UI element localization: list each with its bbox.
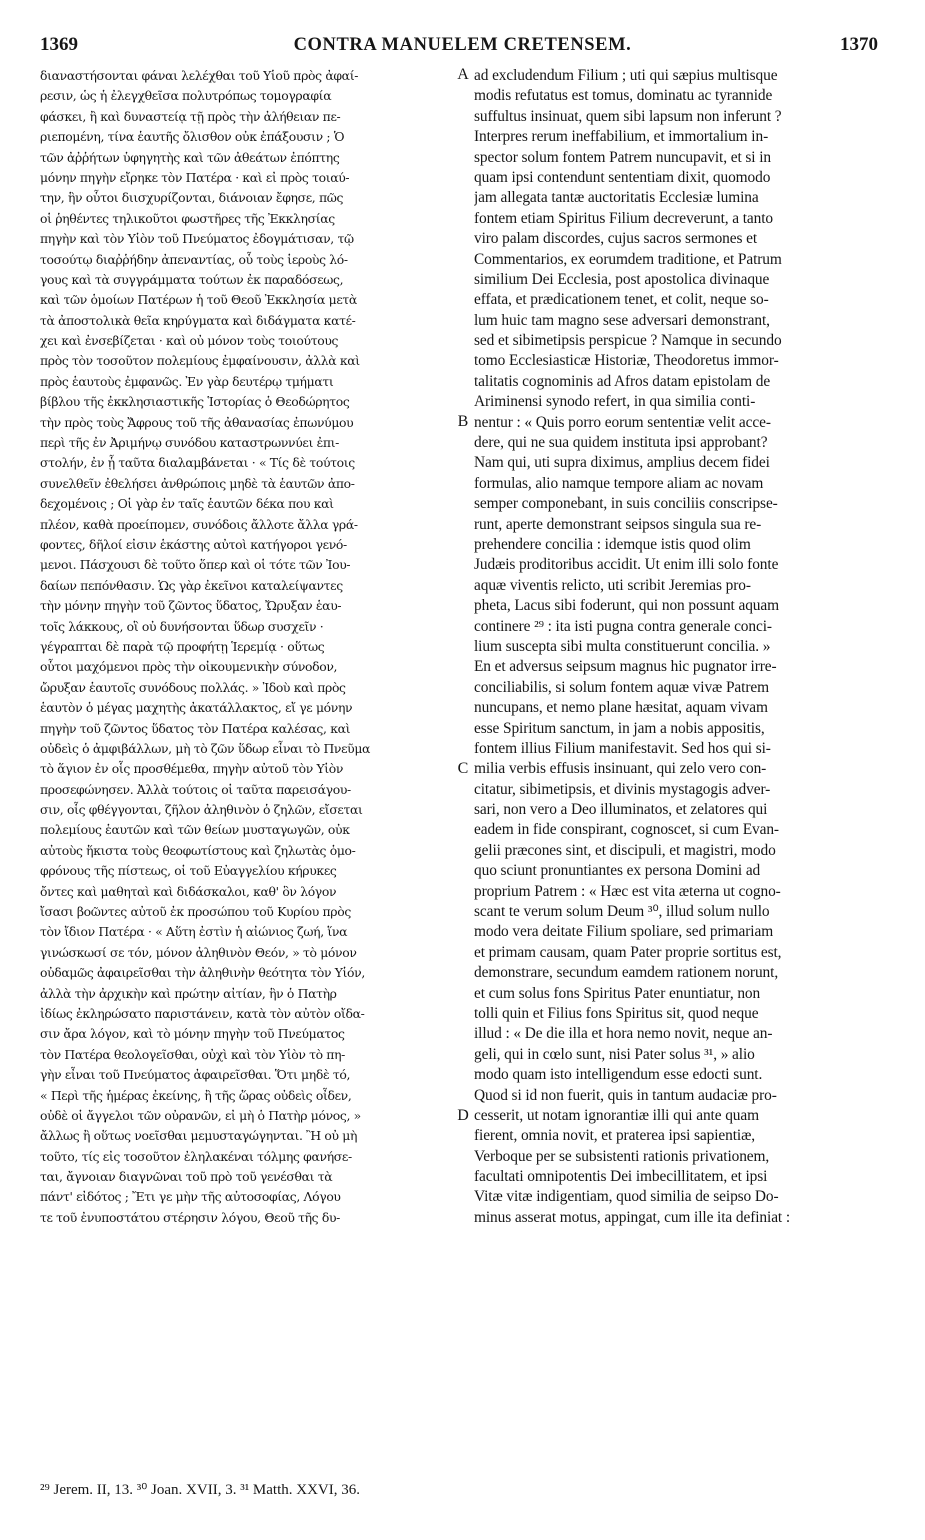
- greek-text-line: σιν ἄρα λόγον, καὶ τὸ μόνην πηγὴν τοῦ Πνεύματος: [40, 1026, 345, 1042]
- running-title: CONTRA MANUELEM CRETENSEM.: [293, 35, 632, 55]
- greek-text-line: ἀλλὰ τὴν ἀρχικὴν καὶ πρώτην αἰτίαν, ἣν ὁ Πατὴρ: [40, 985, 337, 1001]
- latin-text-line: talitatis cognominis ad Afros datam epistolam de: [474, 372, 771, 390]
- latin-text-line: Vitæ vitæ indigentiam, quod similia de seipso Do-: [474, 1188, 779, 1206]
- latin-text-line: lium suscepta sibi multa constituerunt concilia. »: [474, 637, 771, 655]
- latin-text-line: minus asserat motus, appingat, cum ille ita definiat :: [474, 1208, 791, 1226]
- greek-text-line: σιν, οἷς φθέγγονται, ζῆλον ἀληθινὸν ὁ ζηλῶν, εἴσεται: [40, 802, 363, 818]
- greek-text-line: καὶ τῶν ὁμοίων Πατέρων ἡ τοῦ Θεοῦ Ἐκκλησία μετὰ: [40, 292, 357, 308]
- greek-text-line: την, ἣν οὗτοι διισχυρίζονται, διάνοιαν ἔφησε, πῶς: [40, 190, 344, 206]
- latin-text-line: quo sciunt pronuntiantes ex persona Domini ad: [474, 862, 761, 880]
- greek-text-line: ται, ἄγνοιαν διαγνῶναι τοῦ πρὸ τοῦ γενέσθαι τὰ: [40, 1169, 333, 1185]
- greek-text-line: βίβλου τῆς ἐκκλησιαστικῆς Ἱστορίας ὁ Θεοδώρητος: [40, 394, 350, 410]
- greek-text-line: τὸν ἴδιον Πατέρα · « Αὕτη ἐστὶν ἡ αἰώνιος ζωή, ἵνα: [40, 924, 348, 940]
- greek-text-line: οὐδαμῶς ἀφαιρεῖσθαι τὴν ἀληθινὴν θεότητα τὸν Υἱόν,: [40, 965, 365, 981]
- greek-text-line: τὴν πρὸς τοὺς Ἄφρους τοῦ τῆς ἀθανασίας ἐπωνύμου: [40, 414, 354, 430]
- greek-text-line: πρὸς τὸν τοσοῦτον πολεμίους ἐμφαίνουσιν, ἀλλὰ καὶ: [40, 353, 360, 369]
- margin-letter-b: B: [457, 413, 469, 430]
- greek-text-line: δαίων πεπόνθασιν. Ὡς γὰρ ἐκεῖνοι καταλείψαντες: [40, 577, 343, 593]
- latin-text-line: Interpres rerum ineffabilium, et immortalium in-: [474, 128, 769, 146]
- latin-text-line: Ariminensi synodo refert, in qua similia conti-: [474, 393, 756, 411]
- latin-text-line: effata, et prædicationem tenet, et colit, neque so-: [474, 291, 769, 309]
- greek-text-line: τε τοῦ ἐνυποστάτου στέρησιν λόγου, Θεοῦ τῆς δυ-: [40, 1209, 340, 1225]
- latin-text-line: viro palam discordes, cujus sacros sermones et: [474, 230, 758, 248]
- greek-text-line: πηγὴν καὶ τὸν Υἱὸν τοῦ Πνεύματος ἐδογμάτισαν, τῷ: [40, 231, 354, 247]
- greek-text-line: γὴν εἶναι τοῦ Πνεύματος ἀφαιρεῖσθαι. Ὅτι μηδὲ τό,: [40, 1067, 351, 1083]
- latin-text-line: eadem in fide conspirant, cognoscet, si cum Evan-: [474, 821, 779, 839]
- latin-text-line: semper componebant, in suis conciliis conscripse-: [474, 495, 778, 513]
- latin-text-line: sari, non vero a Deo illuminatos, et zelatores qui: [474, 801, 768, 819]
- greek-text-line: τὸν Πατέρα θεολογεῖσθαι, οὐχὶ καὶ τὸν Υἱὸν τὸ πη-: [40, 1046, 345, 1062]
- latin-text-line: et primam causam, quam Pater proprie sortitus est,: [474, 943, 782, 961]
- latin-text-line: gelii præcones sint, et discipuli, et magistri, modo: [474, 841, 776, 859]
- latin-text-line: similium Dei Ecclesia, post apostolica divinaque: [474, 270, 770, 288]
- latin-text-line: modo quam isto intelligendum esse edocti sunt.: [474, 1066, 763, 1084]
- latin-text-line: Nam qui, uti supra diximus, amplius decem fidei: [474, 454, 770, 472]
- greek-text-line: οἱ ῥηθέντες τηλικοῦτοι φωστῆρες τῆς Ἐκκλησίας: [40, 210, 335, 226]
- greek-text-line: περὶ τῆς ἐν Ἀριμήνῳ συνόδου καταστρωννύει ἐπι-: [40, 435, 340, 451]
- latin-text-line: continere ²⁹ : ita isti pugna contra generale conci-: [474, 617, 772, 635]
- greek-text-line: πρὸς ἑαυτοὺς ἐμφανῶς. Ἐν γὰρ δευτέρῳ τμήματι: [40, 373, 334, 389]
- latin-text-line: jam allegata tantæ auctoritatis Ecclesiæ lumina: [474, 189, 759, 207]
- latin-text-line: Quod si id non fuerit, quis in tantum audaciæ pro-: [474, 1086, 777, 1104]
- greek-text-line: ὄντες καὶ μαθηταὶ καὶ διδάσκαλοι, καθ' ὃν λόγον: [40, 883, 337, 899]
- latin-text-line: milia verbis effusis insinuant, qui zelo vero con-: [474, 760, 767, 778]
- latin-text-line: En et adversus seipsum magnus hic pugnator irre-: [474, 658, 777, 676]
- greek-text-line: ρεσιν, ὡς ἡ ἐλεγχθεῖσα πολυτρόπως τομογραφία: [40, 88, 332, 104]
- greek-text-line: ἰδίως ἐκληρώσατο παριστάνειν, κατὰ τὸν αὐτὸν οἴδα-: [40, 1005, 365, 1021]
- greek-text-line: ἑαυτὸν ὁ μέγας μαχητὴς ἀκατάλλακτος, εἴ γε μόνην: [40, 700, 353, 716]
- footnotes: ²⁹ Jerem. II, 13. ³⁰ Joan. XVII, 3. ³¹ Matth. XXVI, 36.: [40, 1482, 361, 1498]
- latin-text-line: quam ipsi contendunt sententiam dixit, quomodo: [474, 168, 771, 186]
- latin-text-line: Commentarios, ex eorumdem traditione, et Patrum: [474, 250, 782, 268]
- latin-text-line: modo vera deitate Filium spoliare, sed primariam: [474, 923, 774, 941]
- greek-text-line: οὐδὲ οἱ ἄγγελοι τῶν οὐρανῶν, εἰ μὴ ὁ Πατὴρ μόνος, »: [40, 1107, 361, 1123]
- latin-text-line: nentur : « Quis porro eorum sententiæ velit acce-: [474, 413, 771, 431]
- latin-text-line: ad excludendum Filium ; uti qui sæpius multisque: [474, 67, 778, 84]
- greek-text-line: τοῖς λάκκους, οἳ οὐ δυνήσονται ὕδωρ συσχεῖν ·: [40, 618, 324, 634]
- latin-text-line: modis refutatus est tomus, dominatu ac tyrannide: [474, 87, 773, 105]
- latin-text-line: fierent, omnia novit, et praterea ipsi sapientiæ,: [474, 1127, 756, 1145]
- margin-letter-d: D: [457, 1107, 469, 1124]
- latin-text-line: sed et sibimetipsis perspicue ? Namque in secundo: [474, 332, 782, 350]
- greek-text-line: ὤρυξαν ἑαυτοῖς συνόδους πολλάς. » Ἰδοὺ καὶ πρὸς: [40, 679, 346, 695]
- greek-text-line: ἄλλως ἢ οὕτως νοεῖσθαι μεμυσταγώγηνται. Ἢ οὐ μὴ: [40, 1128, 358, 1144]
- right-page-number: 1370: [840, 34, 878, 55]
- greek-text-line: διαναστήσονται φάναι λελέχθαι τοῦ Υἱοῦ πρὸς ἀφαί-: [40, 68, 359, 83]
- greek-text-line: μόνην πηγὴν εἴρηκε τὸν Πατέρα · καὶ εἰ πρὸς τοιαύ-: [40, 169, 350, 185]
- latin-text-line: demonstrare, secundum eamdem rationem norunt,: [474, 964, 779, 982]
- latin-text-line: prehendere concilia : idemque istis quod olim: [474, 535, 751, 553]
- latin-text-line: nuncupans, et nemo plane hæsitat, aquam vivam: [474, 699, 768, 717]
- latin-text-line: et cum solus fons Spiritus Pater enuntiatur, non: [474, 984, 761, 1002]
- greek-text-line: οὐδεὶς ὁ ἀμφιβάλλων, μὴ τὸ ζῶν ὕδωρ εἶναι τὸ Πνεῦμα: [40, 740, 371, 756]
- latin-text-line: fontem illius Filium manifestavit. Sed hos qui si-: [474, 739, 771, 757]
- greek-text-line: φοντες, δῆλοί εἰσιν ἑκάστης αὐτοὶ κατήγοροι γενό-: [40, 536, 347, 552]
- greek-text-line: δεχομένοις ; Οἱ γὰρ ἐν ταῖς ἑαυτῶν δέκα που καὶ: [40, 496, 334, 512]
- greek-text-line: πηγὴν τοῦ ζῶντος ὕδατος τὸν Πατέρα καλέσας, καὶ: [40, 720, 351, 736]
- latin-text-line: Judæis proditoribus accidit. Ut enim illi solo fonte: [474, 556, 779, 574]
- page-header: [0, 0, 925, 66]
- latin-column: [474, 66, 894, 1228]
- latin-text-line: esse Spiritum sanctum, in jam a nobis appositis,: [474, 719, 765, 737]
- greek-text-line: γους καὶ τὰ συγγράμματα τούτων ἐκ παραδόσεως,: [40, 271, 344, 287]
- greek-column: [40, 66, 452, 1228]
- latin-text-line: aquæ viventis relicto, uti scribit Jeremias pro-: [474, 576, 751, 594]
- greek-text-line: τοῦτο, τίς εἰς τοσοῦτον ἐληλακέναι τόλμης φανήσε-: [40, 1148, 352, 1164]
- greek-text-line: ἴσασι βοῶντες αὐτοῦ ἐκ προσώπου τοῦ Κυρίου πρὸς: [40, 904, 351, 920]
- greek-text-line: τὸ ἅγιον ἐν οἷς προσθέμεθα, πηγὴν αὐτοῦ τὸν Υἱὸν: [40, 761, 344, 777]
- greek-text-line: τὰ ἀποστολικὰ θεῖα κηρύγματα καὶ διδάγματα κατέ-: [40, 312, 356, 328]
- greek-text-line: πάντ' εἰδότος ; Ἔτι γε μὴν τῆς αὐτοσοφίας, Λόγου: [40, 1189, 341, 1205]
- latin-text-line: dere, qui ne sua quidem instituta ipsi approbant?: [474, 434, 768, 452]
- latin-text-line: cesserit, ut notam ignorantiæ illi qui ante quam: [474, 1106, 759, 1124]
- latin-text-line: tomo Ecclesiasticæ Historiæ, Theodoretus immor-: [474, 352, 779, 370]
- latin-text-line: formulas, alio namque tempore aliam ac novam: [474, 474, 764, 492]
- left-page-number: 1369: [40, 34, 78, 55]
- greek-text-line: στολήν, ἐν ᾗ ταῦτα διαλαμβάνεται · « Τίς δὲ τούτοις: [40, 455, 355, 471]
- greek-text-line: τοσούτῳ διαῤῥήδην ἀπεναντίας, οὗ τοὺς ἱεροὺς λό-: [40, 251, 348, 267]
- latin-text-line: geli, qui in cœlo sunt, nisi Pater solus ³¹, » alio: [474, 1045, 755, 1063]
- latin-text-line: lum huic tam magno sese adversari demonstrant,: [474, 311, 770, 329]
- latin-text-line: spector solum fontem Patrem nuncupavit, et si in: [474, 148, 771, 166]
- greek-text-line: ριεπομένη, τίνα ἑαυτῆς ὄλισθον οὐκ ἐπάξουσιν ; Ὁ: [40, 129, 345, 145]
- greek-text-line: γινώσκωσί σε τόν, μόνον ἀληθινὸν Θεόν, » τὸ μόνον: [40, 944, 357, 960]
- latin-text-line: citatur, sibimetipsis, et divinis mystagogis adver-: [474, 780, 771, 798]
- margin-letter-c: C: [457, 760, 469, 777]
- latin-text-line: pheta, Lacus sibi foderunt, qui non possunt aquam: [474, 597, 779, 615]
- greek-text-line: αὐτοὺς ἥκιστα τοὺς θεοφωτίστους καὶ ζηλωτὰς ὁμο-: [40, 842, 356, 858]
- latin-text-line: illud : « De die illa et hora nemo novit, neque an-: [474, 1025, 773, 1043]
- greek-text-line: γέγραπται δὲ παρὰ τῷ προφήτῃ Ἱερεμίᾳ · οὕτως: [40, 638, 325, 654]
- latin-text-line: fontem etiam Spiritus Filium decreverunt, a tanto: [474, 209, 773, 227]
- greek-text-line: χει καὶ ἐνσεβίζεται · καὶ οὐ μόνον τοὺς τοιούτους: [40, 333, 339, 349]
- latin-text-line: Verboque per se subsistenti rationis privationem,: [474, 1147, 770, 1165]
- greek-text-line: πλέον, καθὰ προείπομεν, συνόδοις ἄλλοτε ἄλλα γρά-: [40, 516, 358, 532]
- latin-text-line: suffultus insinuat, quem sibi lapsum non inferunt ?: [474, 107, 782, 125]
- margin-letter-a: A: [457, 66, 469, 83]
- greek-text-line: μενοι. Πάσχουσι δὲ τοῦτο ὅπερ καὶ οἱ τότε τῶν Ἰου-: [40, 557, 351, 573]
- latin-text-line: tolli quin et Filius fons Spiritus sit, quod neque: [474, 1004, 759, 1022]
- greek-text-line: φάσκει, ἢ καὶ δυναστείᾳ τῇ πρὸς τὴν ἀλήθειαν πε-: [40, 108, 341, 124]
- greek-text-line: τὴν μόνην πηγὴν τοῦ ζῶντος ὕδατος, Ὤρυξαν ἑαυ-: [40, 598, 342, 614]
- latin-text-line: facultati omnipotentis Dei imbecillitatem, et ipsi: [474, 1168, 768, 1186]
- latin-text-line: scant te verum solum Deum ³⁰, illud solum nullo: [474, 903, 770, 921]
- latin-text-line: conciliabilis, si solum fontem aquæ vivæ Patrem: [474, 678, 769, 696]
- greek-text-line: τῶν ἀῤῥήτων ὑφηγητὴς καὶ τῶν ἀθεάτων ἐπόπτης: [40, 149, 340, 165]
- greek-text-line: « Περὶ τῆς ἡμέρας ἐκείνης, ἢ τῆς ὥρας οὐδεὶς οἶδεν,: [40, 1087, 352, 1103]
- greek-text-line: προσεφώνησεν. Ἀλλὰ τούτοις οἱ ταῦτα παρεισάγου-: [40, 781, 351, 797]
- latin-text-line: proprium Patrem : « Hæc est vita æterna ut cogno-: [474, 882, 781, 900]
- latin-text-line: runt, aperte demonstrant seipsos singula sua re-: [474, 515, 762, 533]
- greek-text-line: πολεμίους ἑαυτῶν καὶ τῶν θείων μυσταγωγῶν, οὐκ: [40, 822, 350, 838]
- greek-text-line: φρόνους τῆς πίστεως, οἱ τοῦ Εὐαγγελίου κήρυκες: [40, 863, 337, 879]
- greek-text-line: συνελθεῖν ἐθελήσει ἀνθρώποις μηδὲ τὰ ἑαυτῶν ἀπο-: [40, 475, 355, 491]
- greek-text-line: οὗτοι μαχόμενοι πρὸς τὴν οἰκουμενικὴν σύνοδον,: [40, 659, 338, 675]
